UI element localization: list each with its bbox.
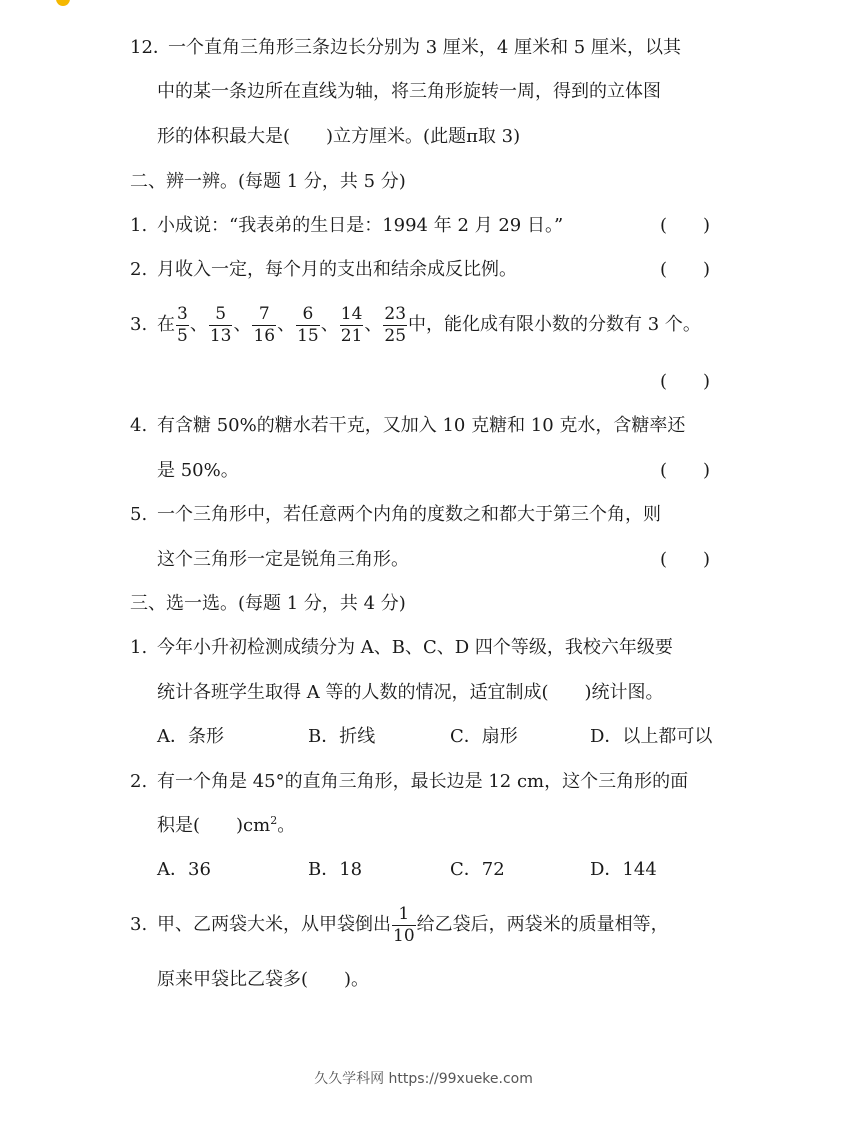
judge-4-text-2: 是 50%。	[157, 460, 239, 481]
choice-1-number: 1.	[130, 637, 148, 658]
q12-text-2: 中的某一条边所在直线为轴，将三角形旋转一周，得到的立体图	[157, 81, 661, 102]
choice-2-line-2	[0, 810, 847, 842]
choice-3-text-1: 甲、乙两袋大米，从甲袋倒出 $\frac{1}{10}$ 给乙袋后，两袋米的质量相等，	[157, 903, 669, 946]
choice-1-option-d[interactable]: D．以上都可以	[590, 726, 713, 747]
fraction-3-5: $\frac{3}{5}$	[177, 303, 188, 346]
judge-5-text-1: 一个三角形中，若任意两个内角的度数之和都大于第三个角，则	[157, 504, 661, 525]
q12-number: 12．	[130, 37, 171, 58]
q12-line-1	[0, 32, 847, 64]
choice-1-option-c[interactable]: C．扇形	[450, 726, 518, 747]
section-2-heading: 二、辨一辨。(每题 1 分，共 5 分)	[130, 171, 406, 192]
judge-item-1	[0, 210, 847, 242]
choice-2-option-c[interactable]: C．72	[450, 859, 505, 880]
choice-2-option-b[interactable]: B．18	[308, 859, 363, 880]
fraction-1-10: $\frac{1}{10}$	[393, 903, 415, 946]
choice-1-option-a[interactable]: A．条形	[157, 726, 224, 747]
choice-3-line-2	[0, 964, 847, 996]
q12-text-1: 一个直角三角形三条边长分别为 3 厘米，4 厘米和 5 厘米，以其	[168, 37, 681, 58]
judge-item-4-line-1	[0, 410, 847, 442]
judge-1-number: 1.	[130, 215, 148, 236]
choice-2-number: 2.	[130, 771, 148, 792]
choice-1-option-b[interactable]: B．折线	[308, 726, 376, 747]
fraction-23-25: $\frac{23}{25}$	[384, 303, 407, 346]
choice-3-line-1	[0, 904, 847, 946]
choice-2-options	[0, 854, 847, 886]
superscript-2: 2	[270, 814, 278, 827]
judge-2-answer-blank[interactable]: ( )	[660, 259, 711, 280]
judge-3-number: 3.	[130, 314, 148, 335]
judge-item-4-line-2	[0, 455, 847, 487]
section-3-heading-line	[0, 588, 847, 620]
judge-2-number: 2.	[130, 259, 148, 280]
section-3-heading: 三、选一选。(每题 1 分，共 4 分)	[130, 593, 406, 614]
judge-item-3-answer-line	[0, 366, 847, 398]
choice-1-text-1: 今年小升初检测成绩分为 A、B、C、D 四个等级，我校六年级要	[157, 637, 673, 658]
judge-5-number: 5.	[130, 504, 148, 525]
judge-3-prefix: 在	[157, 314, 175, 335]
fraction-14-21: $\frac{14}{21}$	[340, 303, 363, 346]
q12-text-3: 形的体积最大是( )立方厘米。(此题π取 3)	[157, 126, 521, 147]
judge-item-2	[0, 254, 847, 286]
choice-1-options	[0, 721, 847, 753]
choice-2-line-1	[0, 766, 847, 798]
judge-5-answer-blank[interactable]: ( )	[660, 549, 711, 570]
judge-1-answer-blank[interactable]: ( )	[660, 215, 711, 236]
choice-1-line-2	[0, 677, 847, 709]
judge-4-text-1: 有含糖 50%的糖水若干克，又加入 10 克糖和 10 克水，含糖率还	[157, 415, 686, 436]
judge-3-answer-blank[interactable]: ( )	[660, 371, 711, 392]
judge-2-text: 月收入一定，每个月的支出和结余成反比例。	[157, 259, 517, 280]
section-2-heading-line	[0, 166, 847, 198]
judge-4-answer-blank[interactable]: ( )	[660, 460, 711, 481]
q12-line-2	[0, 76, 847, 108]
corner-decoration-dot	[56, 0, 70, 6]
judge-5-text-2: 这个三角形一定是锐角三角形。	[157, 549, 409, 570]
choice-1-line-1	[0, 632, 847, 664]
choice-2-option-a[interactable]: A．36	[157, 859, 211, 880]
choice-2-text-2: 积是( )$cm^2$。	[157, 814, 296, 836]
choice-1-text-2: 统计各班学生取得 A 等的人数的情况，适宜制成( )统计图。	[157, 682, 664, 703]
judge-1-text: 小成说：“我表弟的生日是：1994 年 2 月 29 日。”	[157, 215, 564, 236]
choice-3-number: 3.	[130, 914, 148, 935]
judge-4-number: 4.	[130, 415, 148, 436]
judge-item-5-line-1	[0, 499, 847, 531]
judge-item-5-line-2	[0, 544, 847, 576]
fraction-7-16: $\frac{7}{16}$	[253, 303, 276, 346]
fraction-6-15: $\frac{6}{15}$	[297, 303, 319, 346]
choice-2-option-d[interactable]: D．144	[590, 859, 657, 880]
choice-3-text-2: 原来甲袋比乙袋多( )。	[157, 969, 370, 990]
q12-line-3	[0, 121, 847, 153]
footer-watermark: 久久学科网 https://99xueke.com	[314, 1071, 533, 1087]
fraction-5-13: $\frac{5}{13}$	[209, 303, 232, 346]
choice-2-text-1: 有一个角是 45°的直角三角形，最长边是 12 cm，这个三角形的面	[157, 771, 689, 792]
judge-3-suffix: 中，能化成有限小数的分数有 3 个。	[408, 314, 701, 335]
judge-item-3	[0, 304, 847, 346]
judge-3-text: 在 $\frac{3}{5}$ 、 $\frac{5}{13}$ 、 $\frac{7}{16}$ 、 $\frac{6}{15}$ 、 $\frac{14}{21}$ 、 $\frac{23}{25}$ 中，能化成有限小数的分数有 3 个。	[157, 303, 701, 346]
